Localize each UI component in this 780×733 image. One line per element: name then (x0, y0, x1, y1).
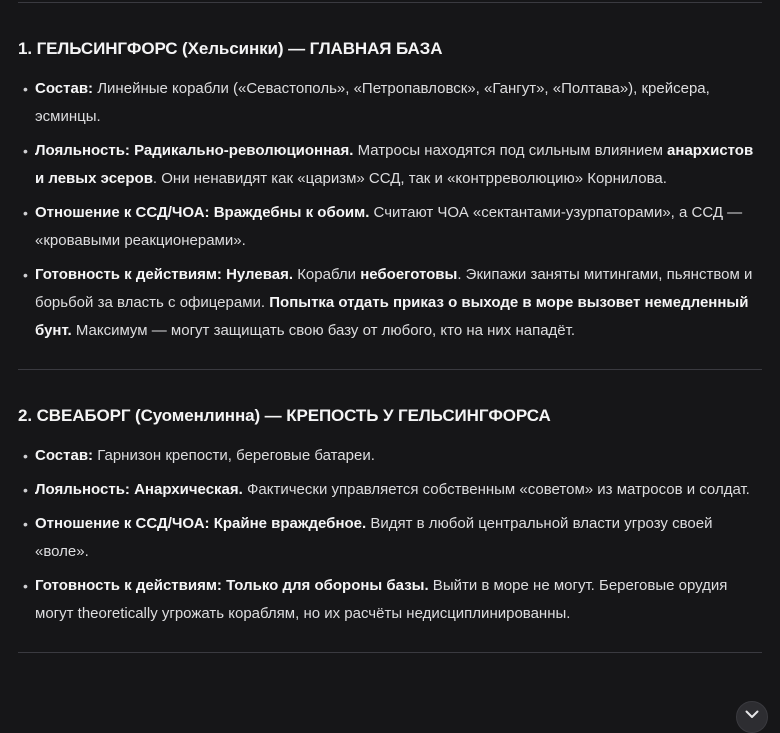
regular-text: . Экипажи заняты митингами, пьянством и борьбой за власть с офицерами. (35, 266, 753, 311)
bold-text: небоеготовы (360, 266, 458, 283)
list-item (35, 476, 762, 504)
list-item (35, 442, 762, 470)
bold-text: Лояльность: Анархическая. (35, 481, 243, 498)
regular-text: Максимум — могут защищать свою базу от любого, кто на них нападёт. (71, 322, 576, 339)
regular-text: Матросы находятся под сильным влиянием (353, 142, 668, 159)
scroll-to-bottom-button[interactable] (736, 701, 768, 733)
section-bullet-list (18, 442, 762, 628)
bold-text: Состав: (35, 447, 94, 464)
list-item (35, 261, 762, 345)
bottom-divider (18, 652, 762, 653)
regular-text: Корабли (293, 266, 361, 283)
chevron-down-icon (745, 710, 759, 719)
bold-text: Готовность к действиям: Нулевая. (35, 266, 294, 283)
section-bullet-list (18, 75, 762, 345)
regular-text: Считают ЧОА «сектантами-узурпаторами», а ССД — «кровавыми реакционерами». (35, 204, 743, 249)
regular-text: Фактически управляется собственным «советом» из матросов и солдат. (242, 481, 750, 498)
regular-text: . Они ненавидят как «царизм» ССД, так и «контрреволюцию» Корнилова. (152, 170, 667, 187)
list-item (35, 199, 762, 255)
bold-text: Готовность к действиям: Только для обороны базы. (35, 577, 429, 594)
bold-text: Состав: (35, 80, 94, 97)
section-heading: 2. СВЕАБОРГ (Суоменлинна) — КРЕПОСТЬ У ГЕЛЬСИНГФОРСА (18, 406, 551, 425)
section-heading: 1. ГЕЛЬСИНГФОРС (Хельсинки) — ГЛАВНАЯ БАЗА (18, 39, 443, 58)
content-area (0, 2, 780, 653)
bold-text: Отношение к ССД/ЧОА: Крайне враждебное. (35, 515, 367, 532)
section-divider (18, 369, 762, 370)
list-item (35, 572, 762, 628)
list-item (35, 137, 762, 193)
bold-text: Попытка отдать приказ о выходе в море вызовет немедленный бунт. (35, 294, 749, 339)
bold-text: анархистов и левых эсеров (35, 142, 754, 187)
list-item (35, 75, 762, 131)
regular-text: Выйти в море не могут. Береговые орудия могут theoretically угрожать кораблям, но их расчёты недисциплинированны. (35, 577, 728, 622)
bold-text: Отношение к ССД/ЧОА: Враждебны к обоим. (35, 204, 370, 221)
regular-text: Гарнизон крепости, береговые батареи. (93, 447, 375, 464)
section-divider (18, 2, 762, 3)
regular-text: Видят в любой центральной власти угрозу своей «воле». (35, 515, 713, 560)
regular-text: Линейные корабли («Севастополь», «Петропавловск», «Гангут», «Полтава»), крейсера, эсминцы. (35, 80, 710, 125)
bold-text: Лояльность: Радикально-революционная. (35, 142, 354, 159)
list-item (35, 510, 762, 566)
